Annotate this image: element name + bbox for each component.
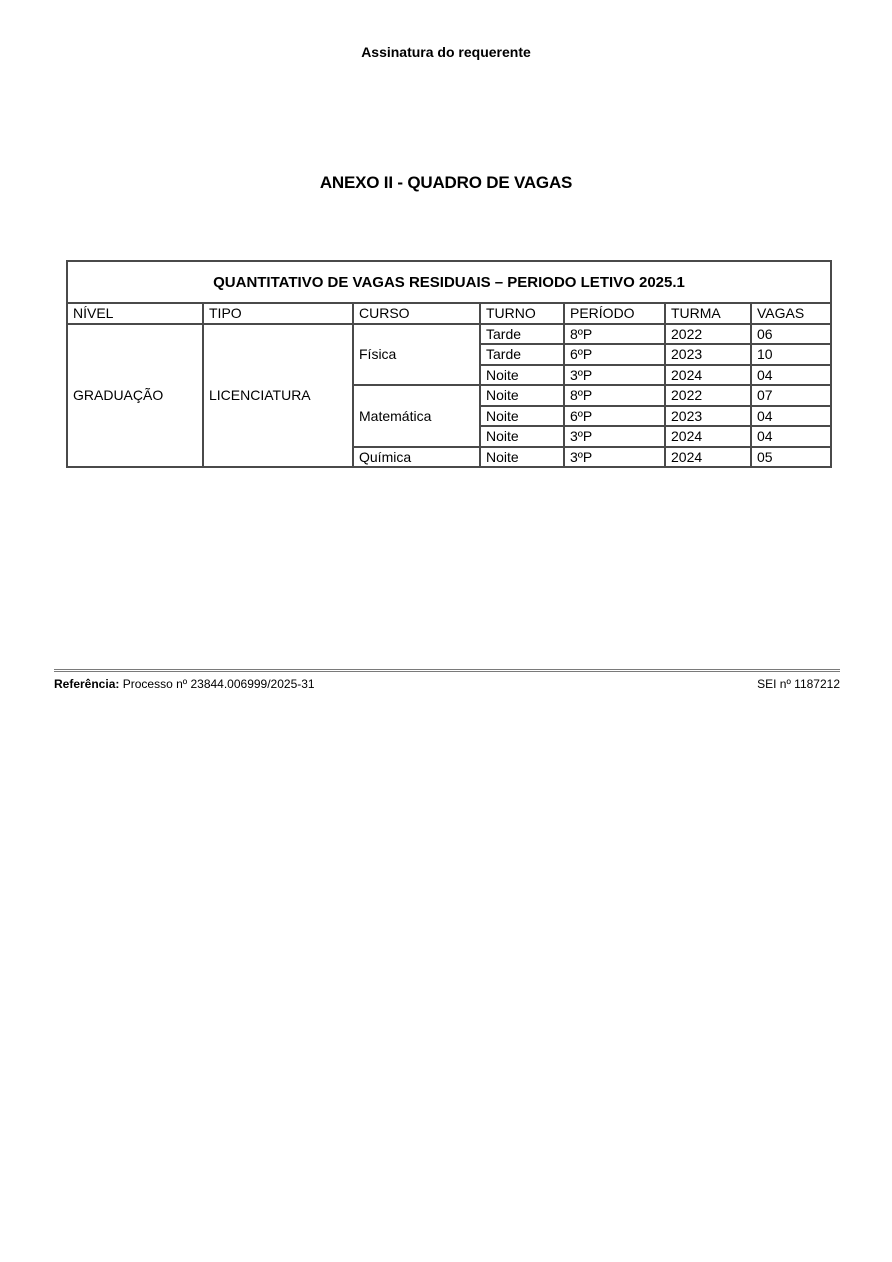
vagas-cell: 04 (751, 426, 831, 447)
vagas-cell: 06 (751, 324, 831, 345)
turma-cell: 2022 (665, 324, 751, 345)
vagas-cell: 07 (751, 385, 831, 406)
turma-cell: 2024 (665, 365, 751, 386)
sei-number: SEI nº 1187212 (757, 677, 840, 691)
periodo-cell: 3ºP (564, 447, 665, 468)
curso-cell: Química (353, 447, 480, 468)
table-caption-row (67, 261, 831, 303)
signature-label: Assinatura do requerente (361, 44, 531, 60)
annex-title: ANEXO II - QUADRO DE VAGAS (319, 173, 573, 192)
turma-cell: 2024 (665, 447, 751, 468)
header-turma: TURMA (665, 303, 751, 324)
turno-cell: Tarde (480, 344, 564, 365)
turno-cell: Tarde (480, 324, 564, 345)
table-header-row (67, 303, 831, 324)
reference-label: Referência: (54, 677, 120, 691)
header-tipo: TIPO (203, 303, 353, 324)
reference-value: Processo nº 23844.006999/2025-31 (122, 677, 315, 691)
periodo-cell: 3ºP (564, 365, 665, 386)
table-caption: QUANTITATIVO DE VAGAS RESIDUAIS – PERIODO LETIVO 2025.1 (67, 261, 831, 303)
turno-cell: Noite (480, 365, 564, 386)
turno-cell: Noite (480, 426, 564, 447)
vacancies-table (66, 260, 832, 468)
periodo-cell: 8ºP (564, 324, 665, 345)
turno-cell: Noite (480, 406, 564, 427)
turma-cell: 2023 (665, 344, 751, 365)
table-row (67, 324, 831, 345)
curso-cell: Matemática (353, 385, 480, 447)
vagas-cell: 10 (751, 344, 831, 365)
turma-cell: 2022 (665, 385, 751, 406)
vagas-cell: 04 (751, 365, 831, 386)
tipo-cell: LICENCIATURA (203, 324, 353, 468)
periodo-cell: 8ºP (564, 385, 665, 406)
periodo-cell: 6ºP (564, 344, 665, 365)
turno-cell: Noite (480, 385, 564, 406)
turma-cell: 2023 (665, 406, 751, 427)
turno-cell: Noite (480, 447, 564, 468)
header-curso: CURSO (353, 303, 480, 324)
header-vagas: VAGAS (751, 303, 831, 324)
curso-cell: Física (353, 324, 480, 386)
periodo-cell: 3ºP (564, 426, 665, 447)
vagas-cell: 04 (751, 406, 831, 427)
footer-divider (54, 669, 840, 672)
vagas-cell: 05 (751, 447, 831, 468)
nivel-cell: GRADUAÇÃO (67, 324, 203, 468)
footer-reference (54, 677, 315, 691)
turma-cell: 2024 (665, 426, 751, 447)
header-periodo: PERÍODO (564, 303, 665, 324)
periodo-cell: 6ºP (564, 406, 665, 427)
header-nivel: NÍVEL (67, 303, 203, 324)
header-turno: TURNO (480, 303, 564, 324)
